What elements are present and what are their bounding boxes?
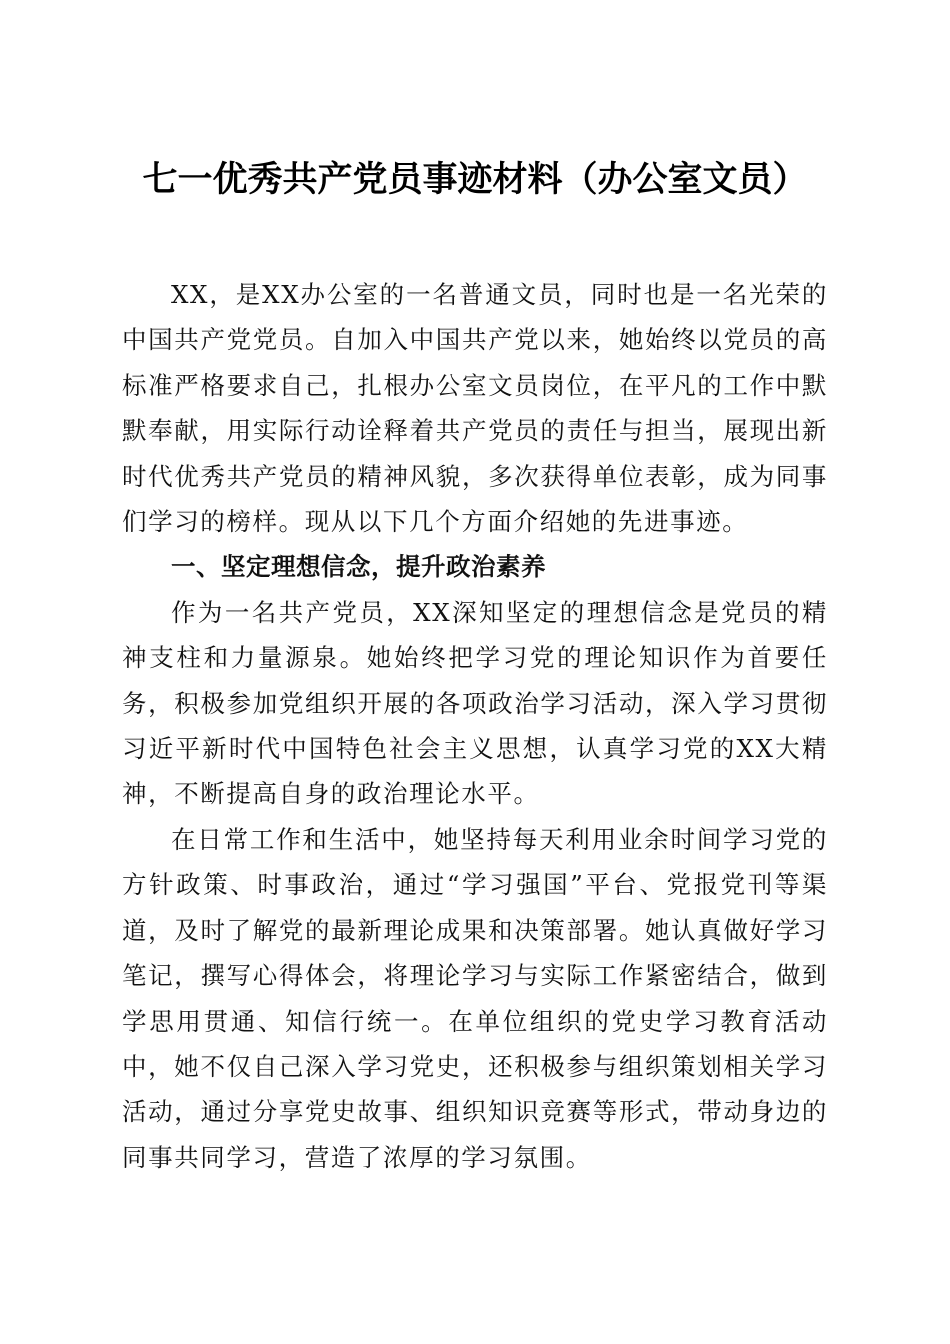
intro-paragraph: XX，是XX办公室的一名普通文员，同时也是一名光荣的中国共产党党员。自加入中国共产党以来，她始终以党员的高标准严格要求自己，扎根办公室文员岗位，在平凡的工作中默默奉献，用实际行动诠释着共产党员的责任与担当，展现出新时代优秀共产党员的精神风貌，多次获得单位表彰，成为同事们学习的榜样。现从以下几个方面介绍她的先进事迹。 [122,280,828,537]
section-heading-1: 一、坚定理想信念，提升政治素养 [171,552,546,582]
document-title: 七一优秀共产党员事迹材料（办公室文员） [142,159,808,200]
document-body [122,272,828,1180]
body-paragraph: 在日常工作和生活中，她坚持每天利用业余时间学习党的方针政策、时事政治，通过“学习强国”平台、党报党刊等渠道，及时了解党的最新理论成果和决策部署。她认真做好学习笔记，撰写心得体会，将理论学习与实际工作紧密结合，做到学思用贯通、知信行统一。在单位组织的党史学习教育活动中，她不仅自己深入学习党史，还积极参与组织策划相关学习活动，通过分享党史故事、组织知识竞赛等形式，带动身边的同事共同学习，营造了浓厚的学习氛围。 [122,824,828,1172]
body-paragraph: 作为一名共产党员，XX深知坚定的理想信念是党员的精神支柱和力量源泉。她始终把学习党的理论知识作为首要任务，积极参加党组织开展的各项政治学习活动，深入学习贯彻习近平新时代中国特色社会主义思想，认真学习党的XX大精神，不断提高自身的政治理论水平。 [122,597,828,809]
